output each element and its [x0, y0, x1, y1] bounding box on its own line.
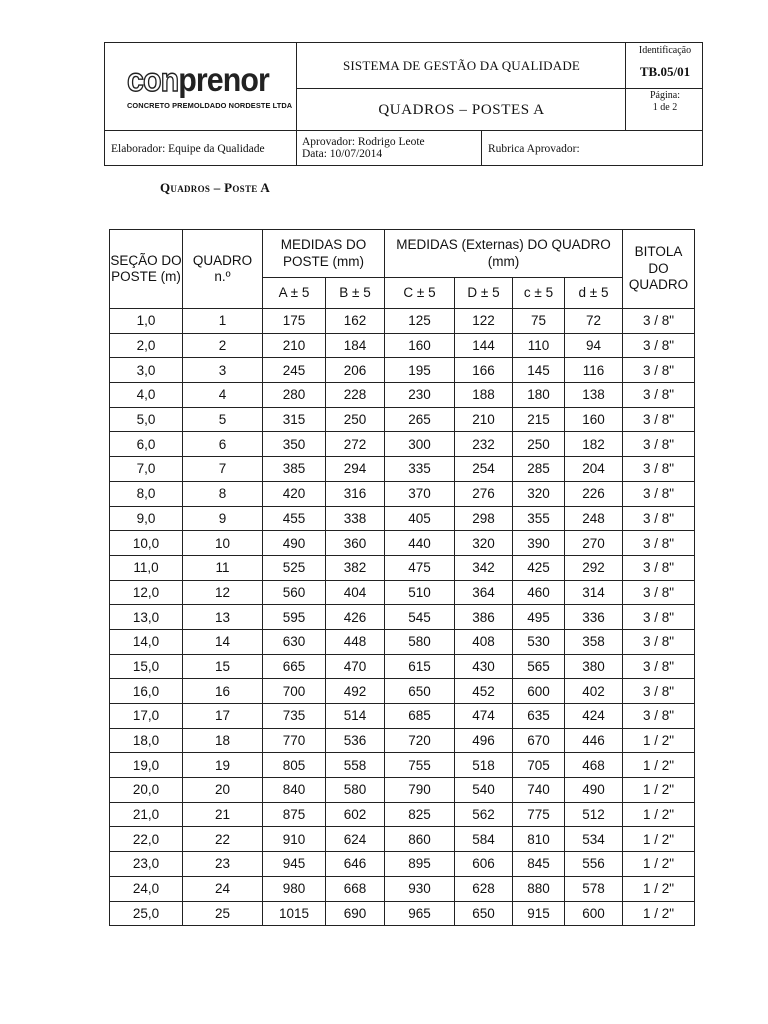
cell-a: 630: [263, 629, 326, 654]
cell-quadro: 17: [183, 704, 263, 729]
cell-bitola: 3 / 8": [623, 704, 695, 729]
cell-c-upper: 475: [385, 555, 455, 580]
cell-d-lower: 226: [565, 481, 623, 506]
cell-c-lower: 355: [513, 506, 565, 531]
logo-tagline: CONCRETO PREMOLDADO NORDESTE LTDA: [127, 101, 293, 110]
cell-bitola: 3 / 8": [623, 629, 695, 654]
cell-a: 735: [263, 704, 326, 729]
cell-d-lower: 578: [565, 876, 623, 901]
table-row: [110, 679, 695, 704]
cell-secao: 14,0: [110, 629, 183, 654]
cell-a: 770: [263, 728, 326, 753]
approver-signature-field: Rubrica Aprovador:: [488, 143, 580, 155]
table-row: [110, 309, 695, 334]
cell-bitola: 3 / 8": [623, 605, 695, 630]
cell-secao: 11,0: [110, 555, 183, 580]
table-row: [110, 629, 695, 654]
cell-d-upper: 408: [455, 629, 513, 654]
cell-a: 560: [263, 580, 326, 605]
cell-b: 602: [326, 802, 385, 827]
cell-d-upper: 496: [455, 728, 513, 753]
cell-c-lower: 600: [513, 679, 565, 704]
cell-a: 420: [263, 481, 326, 506]
cell-d-lower: 446: [565, 728, 623, 753]
cell-d-upper: 298: [455, 506, 513, 531]
cell-b: 690: [326, 901, 385, 926]
cell-secao: 2,0: [110, 333, 183, 358]
cell-b: 360: [326, 531, 385, 556]
cell-a: 280: [263, 383, 326, 408]
cell-secao: 7,0: [110, 457, 183, 482]
cell-d-upper: 166: [455, 358, 513, 383]
cell-c-lower: 880: [513, 876, 565, 901]
cell-a: 980: [263, 876, 326, 901]
cell-a: 945: [263, 852, 326, 877]
logo-solid-text: prenor: [178, 61, 269, 98]
header-medidas-quadro: MEDIDAS (Externas) DO QUADRO (mm): [385, 230, 623, 278]
cell-c-lower: 845: [513, 852, 565, 877]
cell-d-upper: 232: [455, 432, 513, 457]
cell-secao: 1,0: [110, 309, 183, 334]
cell-secao: 22,0: [110, 827, 183, 852]
cell-quadro: 11: [183, 555, 263, 580]
cell-c-upper: 230: [385, 383, 455, 408]
cell-quadro: 21: [183, 802, 263, 827]
cell-d-lower: 160: [565, 407, 623, 432]
header-quadro: QUADRO n.º: [183, 230, 263, 309]
elaborator-field: Elaborador: Equipe da Qualidade: [111, 143, 265, 155]
table-row: [110, 457, 695, 482]
table-row: [110, 531, 695, 556]
cell-c-upper: 510: [385, 580, 455, 605]
table-header-row: [110, 230, 695, 278]
cell-d-lower: 116: [565, 358, 623, 383]
cell-d-lower: 314: [565, 580, 623, 605]
cell-d-upper: 430: [455, 654, 513, 679]
cell-secao: 25,0: [110, 901, 183, 926]
cell-c-upper: 335: [385, 457, 455, 482]
cell-b: 448: [326, 629, 385, 654]
cell-d-lower: 270: [565, 531, 623, 556]
cell-b: 272: [326, 432, 385, 457]
cell-c-upper: 440: [385, 531, 455, 556]
cell-c-upper: 930: [385, 876, 455, 901]
cell-quadro: 16: [183, 679, 263, 704]
cell-c-lower: 425: [513, 555, 565, 580]
cell-c-lower: 705: [513, 753, 565, 778]
cell-d-lower: 490: [565, 778, 623, 803]
cell-secao: 10,0: [110, 531, 183, 556]
cell-b: 316: [326, 481, 385, 506]
cell-a: 595: [263, 605, 326, 630]
cell-d-upper: 144: [455, 333, 513, 358]
header-medidas-poste: MEDIDAS DO POSTE (mm): [263, 230, 385, 278]
system-name: SISTEMA DE GESTÃO DA QUALIDADE: [342, 58, 581, 73]
cell-b: 162: [326, 309, 385, 334]
table-row: [110, 407, 695, 432]
table-row: [110, 506, 695, 531]
cell-d-upper: 210: [455, 407, 513, 432]
cell-c-lower: 145: [513, 358, 565, 383]
cell-bitola: 3 / 8": [623, 506, 695, 531]
cell-c-upper: 685: [385, 704, 455, 729]
cell-b: 404: [326, 580, 385, 605]
cell-b: 382: [326, 555, 385, 580]
cell-a: 1015: [263, 901, 326, 926]
cell-d-lower: 292: [565, 555, 623, 580]
cell-quadro: 24: [183, 876, 263, 901]
cell-c-lower: 320: [513, 481, 565, 506]
cell-bitola: 1 / 2": [623, 753, 695, 778]
table-row: [110, 555, 695, 580]
logo-wordmark: [127, 61, 269, 99]
cell-c-lower: 635: [513, 704, 565, 729]
table-row: [110, 753, 695, 778]
cell-secao: 4,0: [110, 383, 183, 408]
cell-c-upper: 580: [385, 629, 455, 654]
cell-bitola: 3 / 8": [623, 531, 695, 556]
cell-d-upper: 276: [455, 481, 513, 506]
cell-bitola: 1 / 2": [623, 901, 695, 926]
cell-b: 668: [326, 876, 385, 901]
cell-c-upper: 860: [385, 827, 455, 852]
cell-a: 385: [263, 457, 326, 482]
table-row: [110, 704, 695, 729]
cell-d-lower: 380: [565, 654, 623, 679]
cell-d-lower: 94: [565, 333, 623, 358]
cell-c-upper: 755: [385, 753, 455, 778]
cell-quadro: 4: [183, 383, 263, 408]
table-row: [110, 383, 695, 408]
cell-d-lower: 556: [565, 852, 623, 877]
cell-c-lower: 775: [513, 802, 565, 827]
cell-c-lower: 390: [513, 531, 565, 556]
cell-quadro: 13: [183, 605, 263, 630]
cell-a: 350: [263, 432, 326, 457]
cell-bitola: 3 / 8": [623, 432, 695, 457]
cell-c-upper: 160: [385, 333, 455, 358]
cell-quadro: 7: [183, 457, 263, 482]
cell-c-upper: 265: [385, 407, 455, 432]
cell-c-lower: 565: [513, 654, 565, 679]
cell-a: 175: [263, 309, 326, 334]
cell-c-upper: 370: [385, 481, 455, 506]
cell-d-upper: 650: [455, 901, 513, 926]
cell-c-upper: 650: [385, 679, 455, 704]
cell-quadro: 22: [183, 827, 263, 852]
cell-c-lower: 810: [513, 827, 565, 852]
logo-outline-text: con: [127, 61, 179, 98]
cell-quadro: 25: [183, 901, 263, 926]
company-logo: [105, 43, 297, 131]
cell-c-lower: 285: [513, 457, 565, 482]
cell-c-lower: 460: [513, 580, 565, 605]
cell-secao: 6,0: [110, 432, 183, 457]
cell-d-upper: 474: [455, 704, 513, 729]
cell-d-upper: 606: [455, 852, 513, 877]
cell-b: 228: [326, 383, 385, 408]
cell-a: 490: [263, 531, 326, 556]
cell-d-lower: 402: [565, 679, 623, 704]
cell-quadro: 1: [183, 309, 263, 334]
table-row: [110, 802, 695, 827]
cell-c-upper: 965: [385, 901, 455, 926]
cell-secao: 8,0: [110, 481, 183, 506]
poles-table: [109, 229, 695, 926]
cell-d-upper: 386: [455, 605, 513, 630]
cell-c-lower: 530: [513, 629, 565, 654]
cell-c-upper: 790: [385, 778, 455, 803]
cell-c-lower: 110: [513, 333, 565, 358]
cell-secao: 21,0: [110, 802, 183, 827]
cell-bitola: 3 / 8": [623, 481, 695, 506]
cell-d-lower: 468: [565, 753, 623, 778]
page-value: 1 de 2: [652, 102, 678, 113]
cell-secao: 15,0: [110, 654, 183, 679]
cell-d-upper: 320: [455, 531, 513, 556]
cell-secao: 13,0: [110, 605, 183, 630]
cell-b: 426: [326, 605, 385, 630]
cell-c-lower: 915: [513, 901, 565, 926]
cell-b: 624: [326, 827, 385, 852]
table-row: [110, 654, 695, 679]
cell-d-upper: 188: [455, 383, 513, 408]
cell-secao: 18,0: [110, 728, 183, 753]
identification-value: TB.05/01: [639, 64, 691, 79]
page-box: [626, 89, 704, 131]
cell-bitola: 1 / 2": [623, 728, 695, 753]
cell-c-lower: 670: [513, 728, 565, 753]
approval-date: Data: 10/07/2014: [302, 148, 383, 160]
cell-b: 470: [326, 654, 385, 679]
cell-bitola: 3 / 8": [623, 333, 695, 358]
cell-c-lower: 740: [513, 778, 565, 803]
cell-c-upper: 615: [385, 654, 455, 679]
cell-bitola: 1 / 2": [623, 802, 695, 827]
cell-a: 875: [263, 802, 326, 827]
cell-b: 646: [326, 852, 385, 877]
approver-name: Aprovador: Rodrigo Leote: [302, 136, 425, 148]
cell-d-upper: 562: [455, 802, 513, 827]
cell-a: 910: [263, 827, 326, 852]
cell-d-lower: 72: [565, 309, 623, 334]
header-secao: SEÇÃO DO POSTE (m): [110, 230, 183, 309]
cell-bitola: 3 / 8": [623, 457, 695, 482]
section-title: Quadros – Poste A: [160, 180, 271, 195]
cell-secao: 5,0: [110, 407, 183, 432]
cell-d-upper: 342: [455, 555, 513, 580]
subheader-c-lower: c ± 5: [513, 278, 565, 309]
identification-box: [626, 43, 704, 89]
cell-b: 536: [326, 728, 385, 753]
cell-d-upper: 364: [455, 580, 513, 605]
cell-d-lower: 182: [565, 432, 623, 457]
cell-d-lower: 358: [565, 629, 623, 654]
table-row: [110, 852, 695, 877]
header-bitola: BITOLA DO QUADRO: [623, 230, 695, 309]
cell-d-upper: 628: [455, 876, 513, 901]
cell-d-lower: 534: [565, 827, 623, 852]
cell-quadro: 19: [183, 753, 263, 778]
cell-secao: 24,0: [110, 876, 183, 901]
cell-bitola: 3 / 8": [623, 580, 695, 605]
cell-b: 184: [326, 333, 385, 358]
cell-a: 210: [263, 333, 326, 358]
cell-c-lower: 215: [513, 407, 565, 432]
cell-d-lower: 138: [565, 383, 623, 408]
page-label: Página:: [650, 90, 680, 101]
cell-bitola: 3 / 8": [623, 679, 695, 704]
cell-c-lower: 75: [513, 309, 565, 334]
cell-a: 455: [263, 506, 326, 531]
cell-a: 315: [263, 407, 326, 432]
cell-quadro: 2: [183, 333, 263, 358]
cell-b: 492: [326, 679, 385, 704]
document-header: [104, 42, 703, 166]
table-row: [110, 827, 695, 852]
cell-c-lower: 250: [513, 432, 565, 457]
cell-d-lower: 600: [565, 901, 623, 926]
cell-secao: 16,0: [110, 679, 183, 704]
cell-secao: 20,0: [110, 778, 183, 803]
cell-d-upper: 254: [455, 457, 513, 482]
subheader-d-upper: D ± 5: [455, 278, 513, 309]
cell-d-upper: 584: [455, 827, 513, 852]
table-row: [110, 901, 695, 926]
cell-quadro: 14: [183, 629, 263, 654]
cell-c-upper: 125: [385, 309, 455, 334]
cell-secao: 17,0: [110, 704, 183, 729]
table-row: [110, 333, 695, 358]
cell-d-upper: 540: [455, 778, 513, 803]
cell-quadro: 12: [183, 580, 263, 605]
cell-bitola: 3 / 8": [623, 309, 695, 334]
cell-b: 338: [326, 506, 385, 531]
subheader-c-upper: C ± 5: [385, 278, 455, 309]
cell-quadro: 20: [183, 778, 263, 803]
cell-c-upper: 300: [385, 432, 455, 457]
cell-secao: 9,0: [110, 506, 183, 531]
approver-field: [297, 131, 482, 167]
cell-d-lower: 248: [565, 506, 623, 531]
table-row: [110, 432, 695, 457]
cell-bitola: 3 / 8": [623, 383, 695, 408]
table-row: [110, 728, 695, 753]
cell-a: 525: [263, 555, 326, 580]
table-row: [110, 481, 695, 506]
identification-label: Identificação: [638, 45, 692, 56]
cell-b: 250: [326, 407, 385, 432]
cell-c-upper: 405: [385, 506, 455, 531]
cell-d-lower: 512: [565, 802, 623, 827]
document-title: QUADROS – POSTES A: [378, 101, 545, 118]
cell-c-upper: 720: [385, 728, 455, 753]
cell-c-upper: 825: [385, 802, 455, 827]
cell-b: 294: [326, 457, 385, 482]
cell-c-lower: 495: [513, 605, 565, 630]
cell-d-lower: 336: [565, 605, 623, 630]
cell-c-upper: 895: [385, 852, 455, 877]
subheader-d-lower: d ± 5: [565, 278, 623, 309]
cell-quadro: 15: [183, 654, 263, 679]
table-row: [110, 605, 695, 630]
cell-quadro: 3: [183, 358, 263, 383]
cell-quadro: 10: [183, 531, 263, 556]
cell-bitola: 1 / 2": [623, 827, 695, 852]
cell-b: 206: [326, 358, 385, 383]
cell-bitola: 1 / 2": [623, 852, 695, 877]
cell-bitola: 1 / 2": [623, 778, 695, 803]
table-row: [110, 876, 695, 901]
cell-c-upper: 195: [385, 358, 455, 383]
cell-d-upper: 452: [455, 679, 513, 704]
cell-a: 840: [263, 778, 326, 803]
cell-bitola: 3 / 8": [623, 654, 695, 679]
table-row: [110, 580, 695, 605]
cell-c-upper: 545: [385, 605, 455, 630]
cell-secao: 19,0: [110, 753, 183, 778]
cell-bitola: 3 / 8": [623, 358, 695, 383]
cell-c-lower: 180: [513, 383, 565, 408]
cell-d-lower: 204: [565, 457, 623, 482]
cell-b: 514: [326, 704, 385, 729]
cell-bitola: 1 / 2": [623, 876, 695, 901]
table-body: [110, 309, 695, 926]
cell-quadro: 23: [183, 852, 263, 877]
cell-b: 558: [326, 753, 385, 778]
cell-d-upper: 122: [455, 309, 513, 334]
cell-quadro: 5: [183, 407, 263, 432]
cell-quadro: 6: [183, 432, 263, 457]
subheader-b: B ± 5: [326, 278, 385, 309]
table-row: [110, 358, 695, 383]
cell-d-lower: 424: [565, 704, 623, 729]
cell-secao: 12,0: [110, 580, 183, 605]
cell-a: 700: [263, 679, 326, 704]
cell-bitola: 3 / 8": [623, 555, 695, 580]
cell-quadro: 9: [183, 506, 263, 531]
table-row: [110, 778, 695, 803]
cell-quadro: 8: [183, 481, 263, 506]
cell-a: 245: [263, 358, 326, 383]
cell-quadro: 18: [183, 728, 263, 753]
cell-b: 580: [326, 778, 385, 803]
cell-secao: 3,0: [110, 358, 183, 383]
cell-bitola: 3 / 8": [623, 407, 695, 432]
cell-d-upper: 518: [455, 753, 513, 778]
cell-a: 805: [263, 753, 326, 778]
cell-a: 665: [263, 654, 326, 679]
subheader-a: A ± 5: [263, 278, 326, 309]
cell-secao: 23,0: [110, 852, 183, 877]
